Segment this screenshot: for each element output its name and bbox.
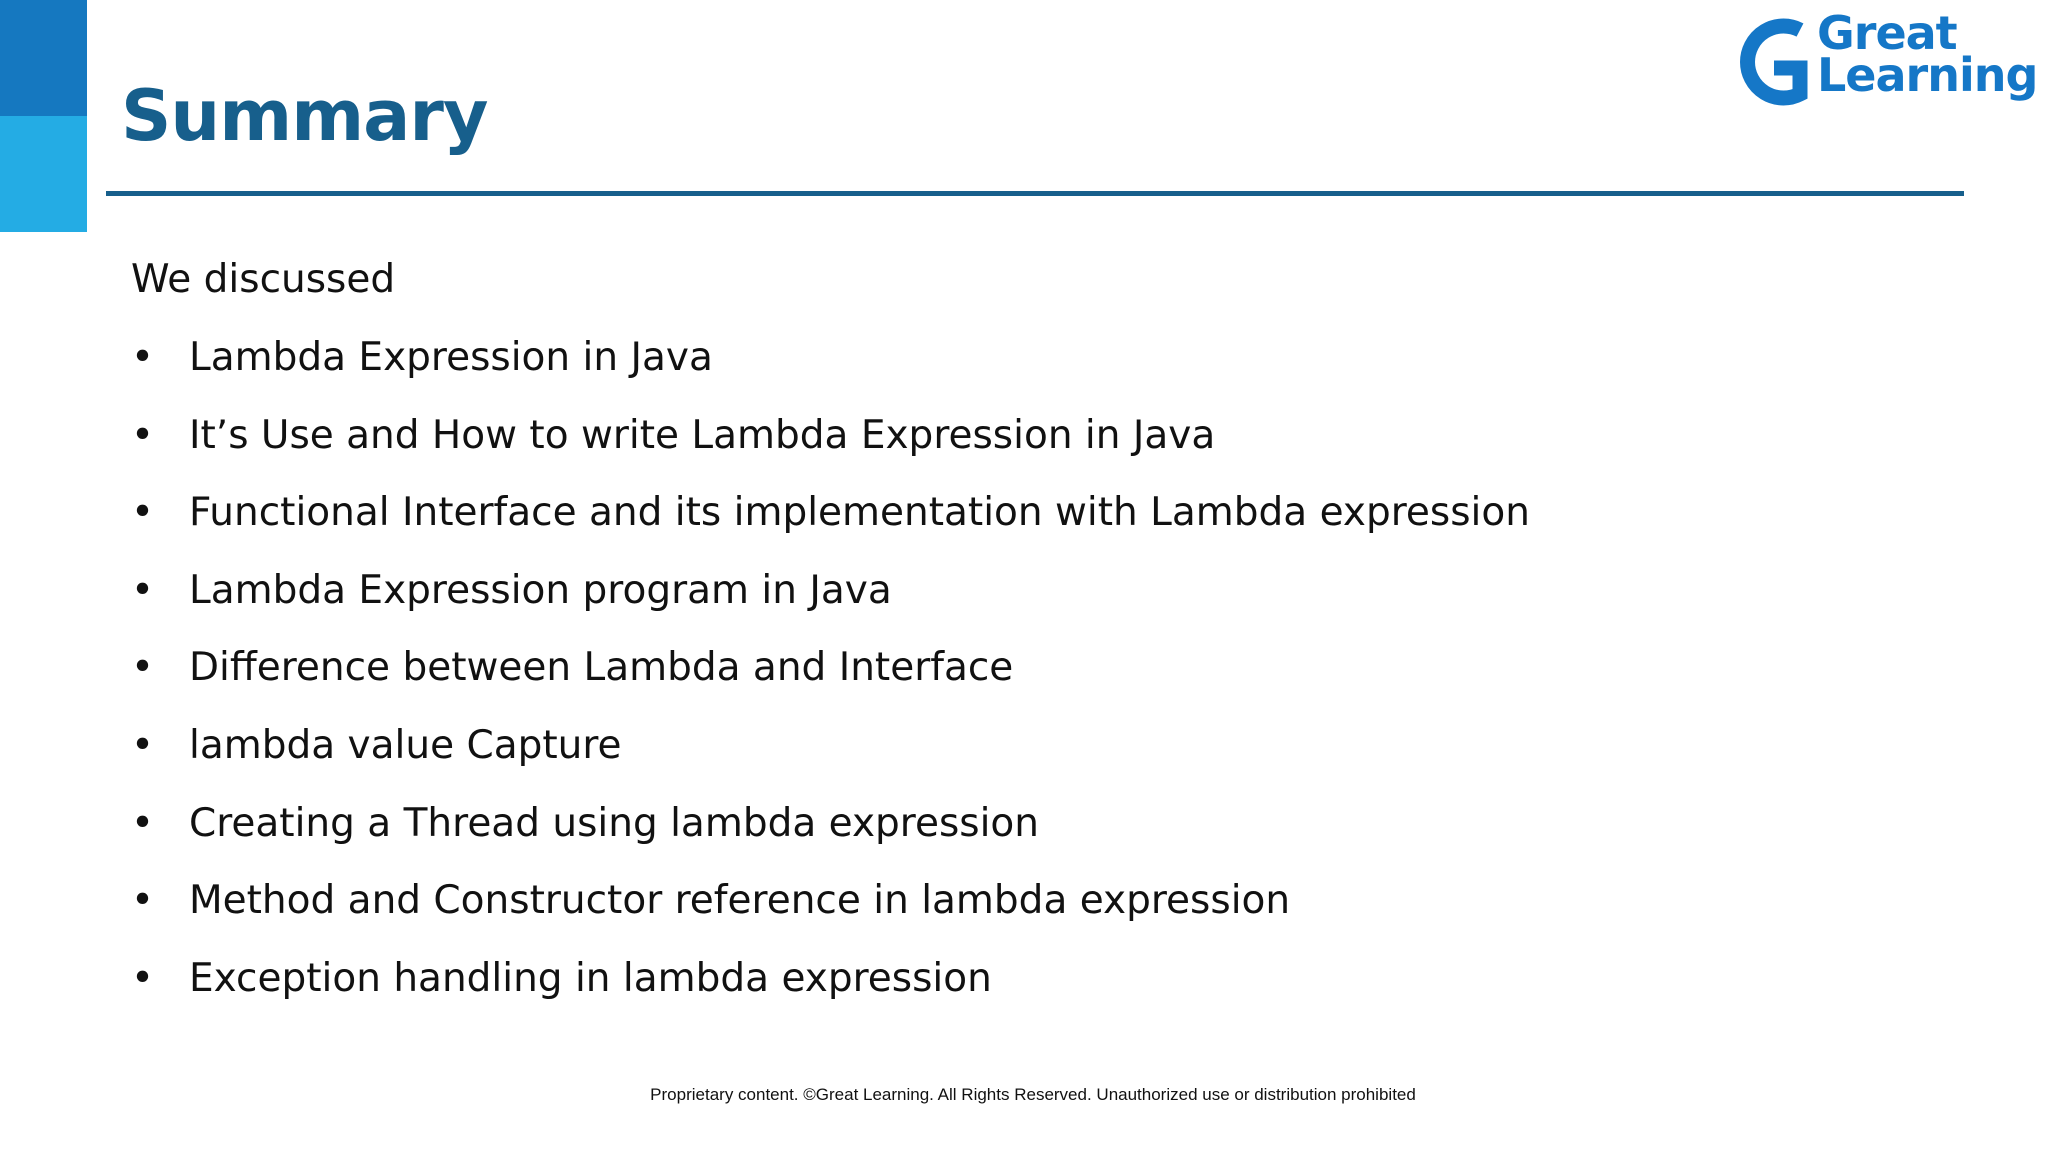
list-item-text: Lambda Expression program in Java	[189, 567, 892, 613]
bullet-icon: •	[131, 800, 155, 846]
bullet-icon: •	[131, 490, 155, 536]
accent-block-dark	[0, 0, 87, 116]
bullet-icon: •	[131, 645, 155, 691]
copyright-footer: Proprietary content. ©Great Learning. All Rights Reserved. Unauthorized use or distribution prohibited	[650, 1085, 1416, 1104]
bullet-icon: •	[131, 722, 155, 768]
bullet-icon: •	[131, 955, 155, 1001]
list-item-text: Functional Interface and its implementation with Lambda expression	[189, 490, 1530, 536]
list-item-text: Exception handling in lambda expression	[189, 955, 992, 1001]
logo-line-great: Great	[1817, 6, 1957, 60]
bullet-icon: •	[131, 567, 155, 613]
logo-wordmark	[1817, 6, 2038, 102]
bullet-icon: •	[131, 878, 155, 924]
page-title: Summary	[121, 75, 488, 157]
list-item-text: Creating a Thread using lambda expression	[189, 800, 1040, 846]
list-item-text: Lambda Expression in Java	[189, 335, 713, 380]
great-learning-logo	[1734, 6, 2038, 110]
list-item-text: It’s Use and How to write Lambda Expression in Java	[189, 412, 1216, 458]
great-learning-g-icon	[1734, 16, 1812, 106]
accent-block-light	[0, 116, 87, 232]
list-item-text: lambda value Capture	[189, 722, 622, 768]
list-item-text: Method and Constructor reference in lambda expression	[189, 878, 1291, 924]
logo-line-learning: Learning	[1817, 48, 2038, 102]
title-divider	[106, 191, 1964, 196]
list-item-text: Difference between Lambda and Interface	[189, 645, 1014, 691]
bullet-icon: •	[131, 335, 155, 380]
intro-text: We discussed	[131, 257, 396, 302]
bullet-icon: •	[131, 412, 155, 458]
